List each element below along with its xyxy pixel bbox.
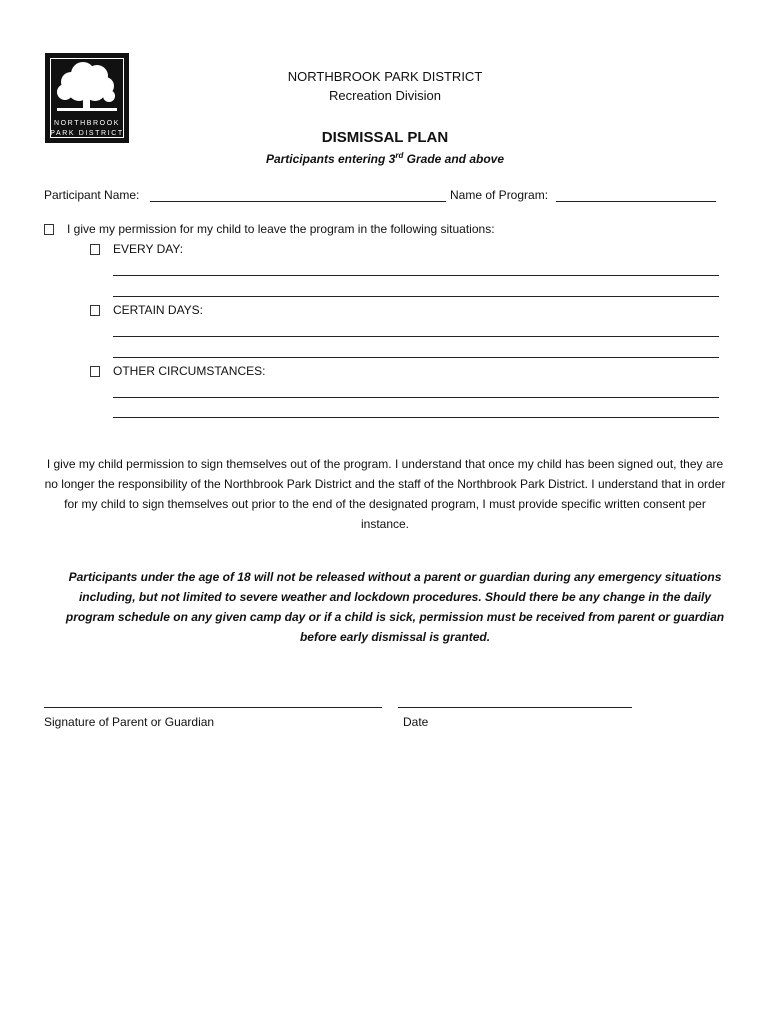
subtitle-superscript: rd [395, 151, 404, 160]
participant-name-label: Participant Name: [44, 188, 140, 202]
subtitle-text: Participants entering 3 [265, 152, 396, 166]
self-signout-paragraph: I give my child permission to sign themselves out of the program. I understand that once my child has been signed out, they are no longer the responsibility of the Northbrook Park District and the staff of the Northbrook Park District. I understand that in order for my child to sign themselves out prior to the end of the designated program, I must provide specific written consent per instance. [44, 457, 726, 531]
date-label: Date [403, 715, 429, 729]
every-day-label: EVERY DAY: [113, 242, 184, 256]
org-name: NORTHBROOK PARK DISTRICT [287, 69, 483, 84]
program-name-field[interactable] [556, 201, 716, 202]
other-circumstances-checkbox[interactable] [90, 366, 100, 377]
page-subtitle [0, 151, 770, 166]
other-circumstances-label: OTHER CIRCUMSTANCES: [113, 364, 266, 378]
program-name-label: Name of Program: [450, 188, 549, 202]
participant-name-field[interactable] [150, 201, 446, 202]
subtitle-text-end: Grade and above [403, 152, 505, 166]
signature-label: Signature of Parent or Guardian [44, 715, 215, 729]
every-day-line-1[interactable] [113, 275, 719, 276]
every-day-line-2[interactable] [113, 296, 719, 297]
page-title: DISMISSAL PLAN [321, 129, 449, 146]
emergency-release-paragraph: Participants under the age of 18 will not be released without a parent or guardian during any emergency situations including, but not limited to severe weather and lockdown procedures. Should there be any change in the daily program schedule on any given camp day or if a child is sick, permission must be received from parent or guardian before early dismissal is granted. [65, 570, 725, 644]
certain-days-line-2[interactable] [113, 357, 719, 358]
division-name: Recreation Division [329, 88, 441, 103]
date-line[interactable] [398, 707, 632, 708]
other-circumstances-line-2[interactable] [113, 417, 719, 418]
other-circumstances-line-1[interactable] [113, 397, 719, 398]
logo-text-park-district: PARK DISTRICT [50, 130, 124, 137]
certain-days-checkbox[interactable] [90, 305, 100, 316]
permission-checkbox[interactable] [44, 224, 54, 235]
logo-text-northbrook: NORTHBROOK [53, 120, 121, 127]
certain-days-line-1[interactable] [113, 336, 719, 337]
certain-days-label: CERTAIN DAYS: [113, 303, 204, 317]
every-day-checkbox[interactable] [90, 244, 100, 255]
signature-line[interactable] [44, 707, 382, 708]
permission-label: I give my permission for my child to leave the program in the following situations: [67, 222, 495, 236]
